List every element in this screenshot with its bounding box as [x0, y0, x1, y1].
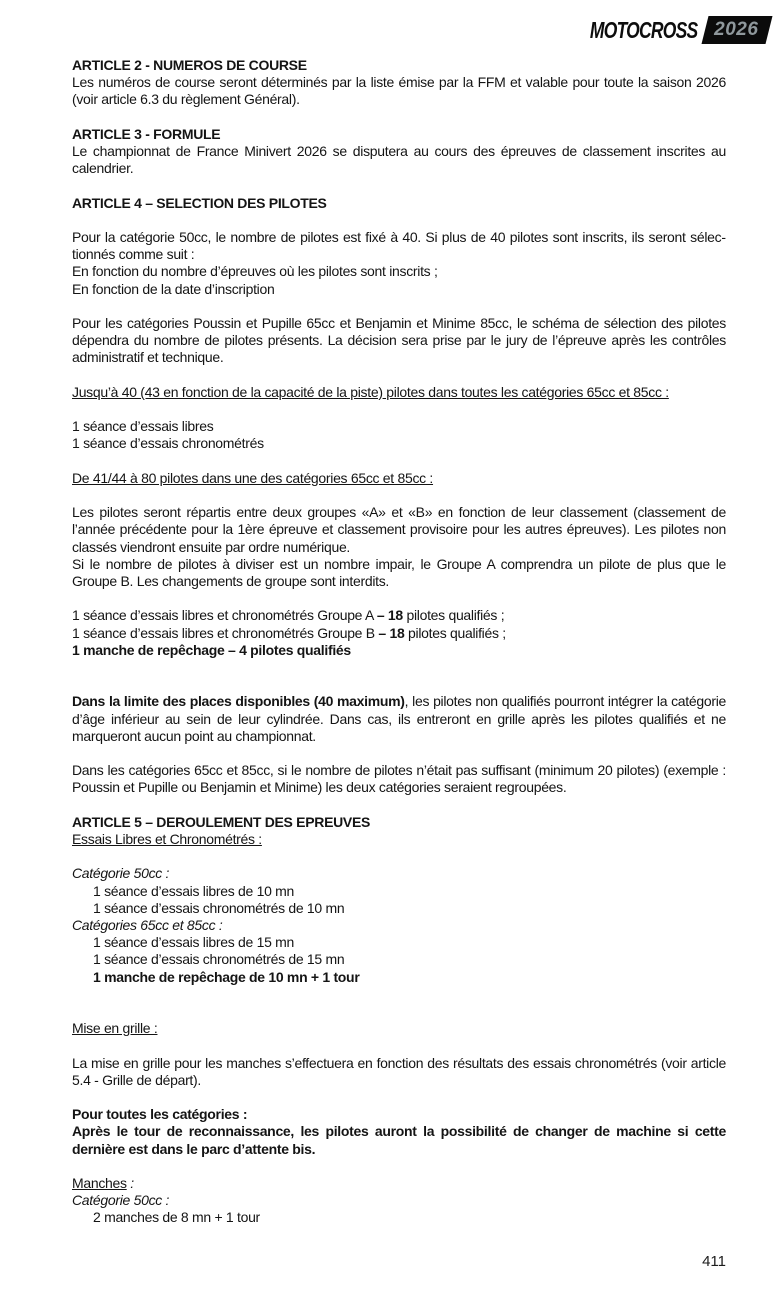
spacer	[72, 590, 726, 607]
logo-year-text: 2026	[713, 19, 759, 40]
italic-label: Catégories 65cc et 85cc :	[72, 916, 223, 933]
spacer	[72, 487, 726, 504]
manches-heading: Manches :	[72, 1174, 134, 1191]
indented-line: 1 séance d’essais libres de 10 mn	[93, 882, 294, 899]
article-5-heading: ARTICLE 5 – DEROULEMENT DES EPREUVES	[72, 813, 371, 830]
paragraph: Pour la catégorie 50cc, le nombre de pilotes est fixé à 40. Si plus de 40 pilotes sont inscrits, ils seront sélectionnés comme suit :	[72, 228, 726, 263]
spacer	[72, 1037, 726, 1054]
italic-label: Catégorie 50cc :	[72, 865, 170, 882]
text-line: 1 séance d’essais libres et chronométrés Groupe A – 18 pilotes qualifiés ;	[72, 607, 505, 624]
paragraph: Le championnat de France Minivert 2026 se disputera au cours des épreuves de classement inscrites au calendrier.	[72, 143, 726, 177]
paragraph: Les numéros de course seront déterminés par la liste émise par la FFM et valable pour toute la saison 2026 (voir article 6.3 du règlement Général).	[72, 74, 726, 108]
indented-line-bold: 1 manche de repêchage de 10 mn + 1 tour	[93, 968, 360, 985]
selection-rule-heading: Jusqu’à 40 (43 en fonction de la capacité de la piste) pilotes dans toutes les catégories 65cc et 85cc :	[72, 383, 669, 400]
bold-line: 1 manche de repêchage – 4 pilotes qualifiés	[72, 641, 351, 658]
text-line: 1 séance d’essais libres et chronométrés Groupe B – 18 pilotes qualifiés ;	[72, 624, 506, 641]
spacer	[72, 659, 726, 676]
paragraph-bold: Après le tour de reconnaissance, les pilotes auront la possibilité de changer de machine si cette dernière est dans le parc d’attente bis.	[72, 1123, 726, 1157]
logo-year-box	[701, 16, 772, 44]
mise-en-grille-heading: Mise en grille :	[72, 1020, 158, 1037]
spacer	[72, 177, 726, 194]
paragraph: Dans les catégories 65cc et 85cc, si le nombre de pilotes n’était pas suffisant (minimum 20 pilotes) (exemple : Poussin et Pupille ou Benjamin et Minime) les deux catégories seraient regroupées.	[72, 762, 726, 796]
bold-line: Pour toutes les catégories :	[72, 1106, 248, 1123]
essais-heading: Essais Libres et Chronométrés :	[72, 830, 262, 847]
paragraph: La mise en grille pour les manches s’effectuera en fonction des résultats des essais chronométrés (voir article 5.4 - Grille de départ).	[72, 1054, 726, 1088]
spacer	[72, 401, 726, 418]
paragraph: Dans la limite des places disponibles (40 maximum), les pilotes non qualifiés pourront intégrer la catégorie d’âge inférieur au sein de leur cylindrée. Dans cas, ils entreront en grille après les pilotes qualifiés et ne marqueront aucun point au championnat.	[72, 693, 726, 744]
indented-line: 1 séance d’essais libres de 15 mn	[93, 934, 294, 951]
page-number: 411	[702, 1253, 726, 1270]
paragraph: Pour les catégories Poussin et Pupille 65cc et Benjamin et Minime 85cc, le schéma de sélection des pilotes dépendra du nombre de pilotes présents. La décision sera prise par le jury de l’épreuve après les contrôles administratif et technique.	[72, 314, 726, 366]
spacer	[72, 109, 726, 126]
spacer	[72, 1003, 726, 1020]
indented-line: 1 séance d’essais chronométrés de 15 mn	[93, 951, 345, 968]
spacer	[72, 676, 726, 693]
indented-line: 1 séance d’essais chronométrés de 10 mn	[93, 899, 345, 916]
spacer	[72, 1089, 726, 1106]
spacer	[72, 367, 726, 384]
article-4-heading: ARTICLE 4 – SELECTION DES PILOTES	[72, 194, 327, 211]
spacer	[72, 797, 726, 814]
text-line: En fonction de la date d’inscription	[72, 280, 275, 297]
article-3-heading: ARTICLE 3 - FORMULE	[72, 125, 221, 142]
text-line: 1 séance d’essais libres	[72, 418, 214, 435]
motocross-2026-logo	[556, 16, 769, 44]
italic-label: Catégorie 50cc :	[72, 1192, 170, 1209]
text-line: En fonction du nombre d’épreuves où les pilotes sont inscrits ;	[72, 263, 438, 280]
text-line: 1 séance d’essais chronométrés	[72, 435, 264, 452]
paragraph: Les pilotes seront répartis entre deux groupes «A» et «B» en fonction de leur classement (classement de l’année précédente pour la 1ère épreuve et classement provisoire pour les autres épreuves). Les pilotes non classés viendront ensuite par ordre numérique.	[72, 504, 726, 555]
motocross-logo-text: MOTOCROSS	[590, 17, 698, 43]
paragraph: Si le nombre de pilotes à diviser est un nombre impair, le Groupe A comprendra un pilote de plus que le Groupe B. Les changements de groupe sont interdits.	[72, 555, 726, 589]
document-body	[72, 57, 726, 1227]
spacer	[72, 745, 726, 762]
spacer	[72, 298, 726, 315]
spacer	[72, 986, 726, 1003]
spacer	[72, 848, 726, 865]
indented-line: 2 manches de 8 mn + 1 tour	[93, 1209, 260, 1226]
spacer	[72, 212, 726, 229]
spacer	[72, 453, 726, 470]
article-2-heading: ARTICLE 2 - NUMEROS DE COURSE	[72, 57, 307, 73]
spacer	[72, 1158, 726, 1175]
selection-rule-heading: De 41/44 à 80 pilotes dans une des catégories 65cc et 85cc :	[72, 469, 434, 486]
